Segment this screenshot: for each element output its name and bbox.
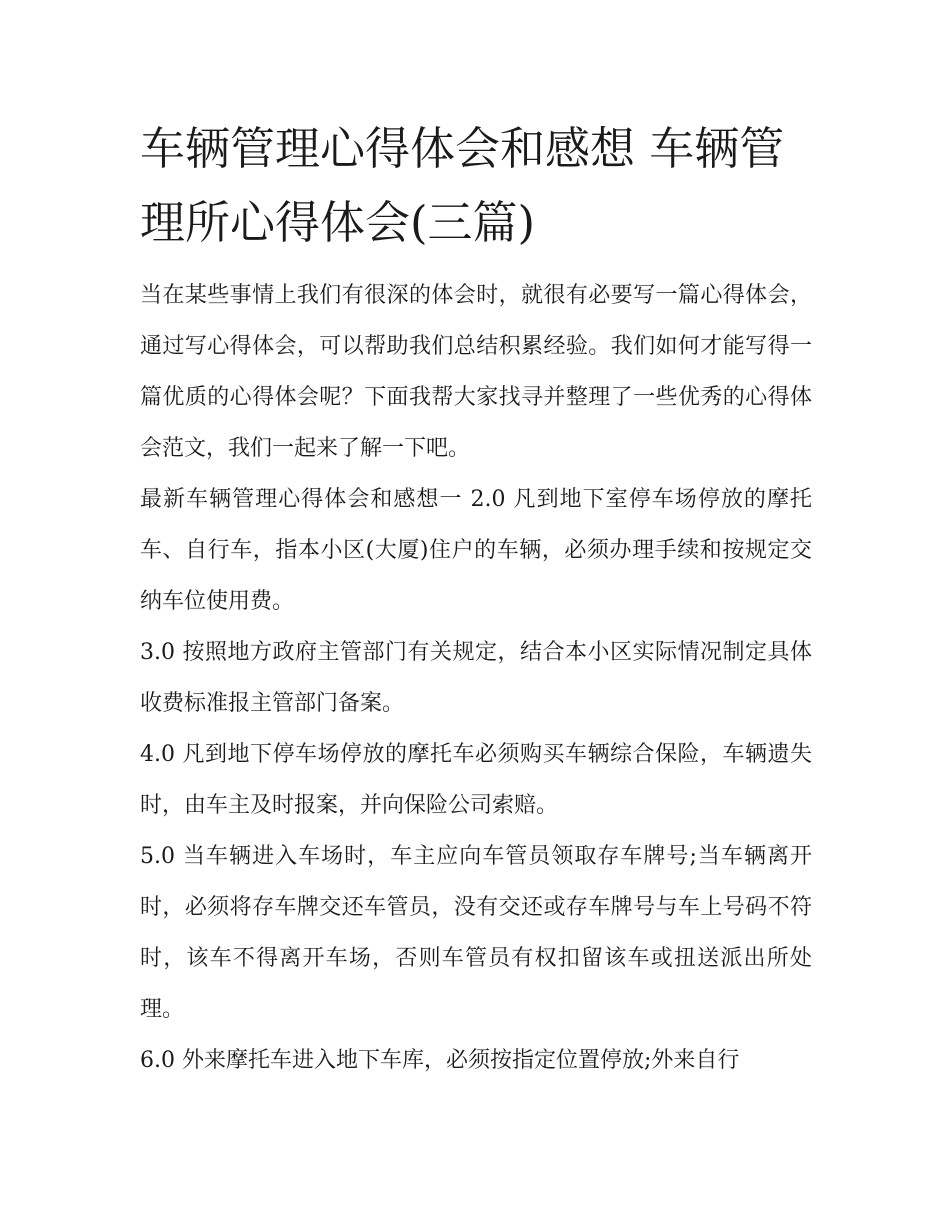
intro-paragraph: 当在某些事情上我们有很深的体会时，就很有必要写一篇心得体会，通过写心得体会，可以帮助我们总结积累经验。我们如何才能写得一篇优质的心得体会呢？下面我帮大家找寻并整理了一些优秀的心得体会范文，我们一起来了解一下吧。 [140, 283, 812, 461]
paragraph-item-5: 5.0 当车辆进入车场时，车主应向车管员领取存车牌号;当车辆离开时，必须将存车牌交还车管员，没有交还或存车牌号与车上号码不符时，该车不得离开车场，否则车管员有权扣留该车或扭送派出所处理。 [140, 844, 812, 1022]
paragraph-item-4: 4.0 凡到地下停车场停放的摩托车必须购买车辆综合保险，车辆遗失时，由车主及时报案，并向保险公司索赔。 [140, 742, 812, 818]
document-body [140, 112, 812, 1086]
paragraph-item-6: 6.0 外来摩托车进入地下车库，必须按指定位置停放;外来自行 [140, 1048, 740, 1073]
paragraph-item-2: 最新车辆管理心得体会和感想一 2.0 凡到地下室停车场停放的摩托车、自行车，指本小区(大厦)住户的车辆，必须办理手续和按规定交纳车位使用费。 [140, 487, 812, 614]
document-title: 车辆管理心得体会和感想 车辆管理所心得体会(三篇) [140, 122, 785, 249]
paragraph-item-3: 3.0 按照地方政府主管部门有关规定，结合本小区实际情况制定具体收费标准报主管部门备案。 [140, 640, 812, 716]
